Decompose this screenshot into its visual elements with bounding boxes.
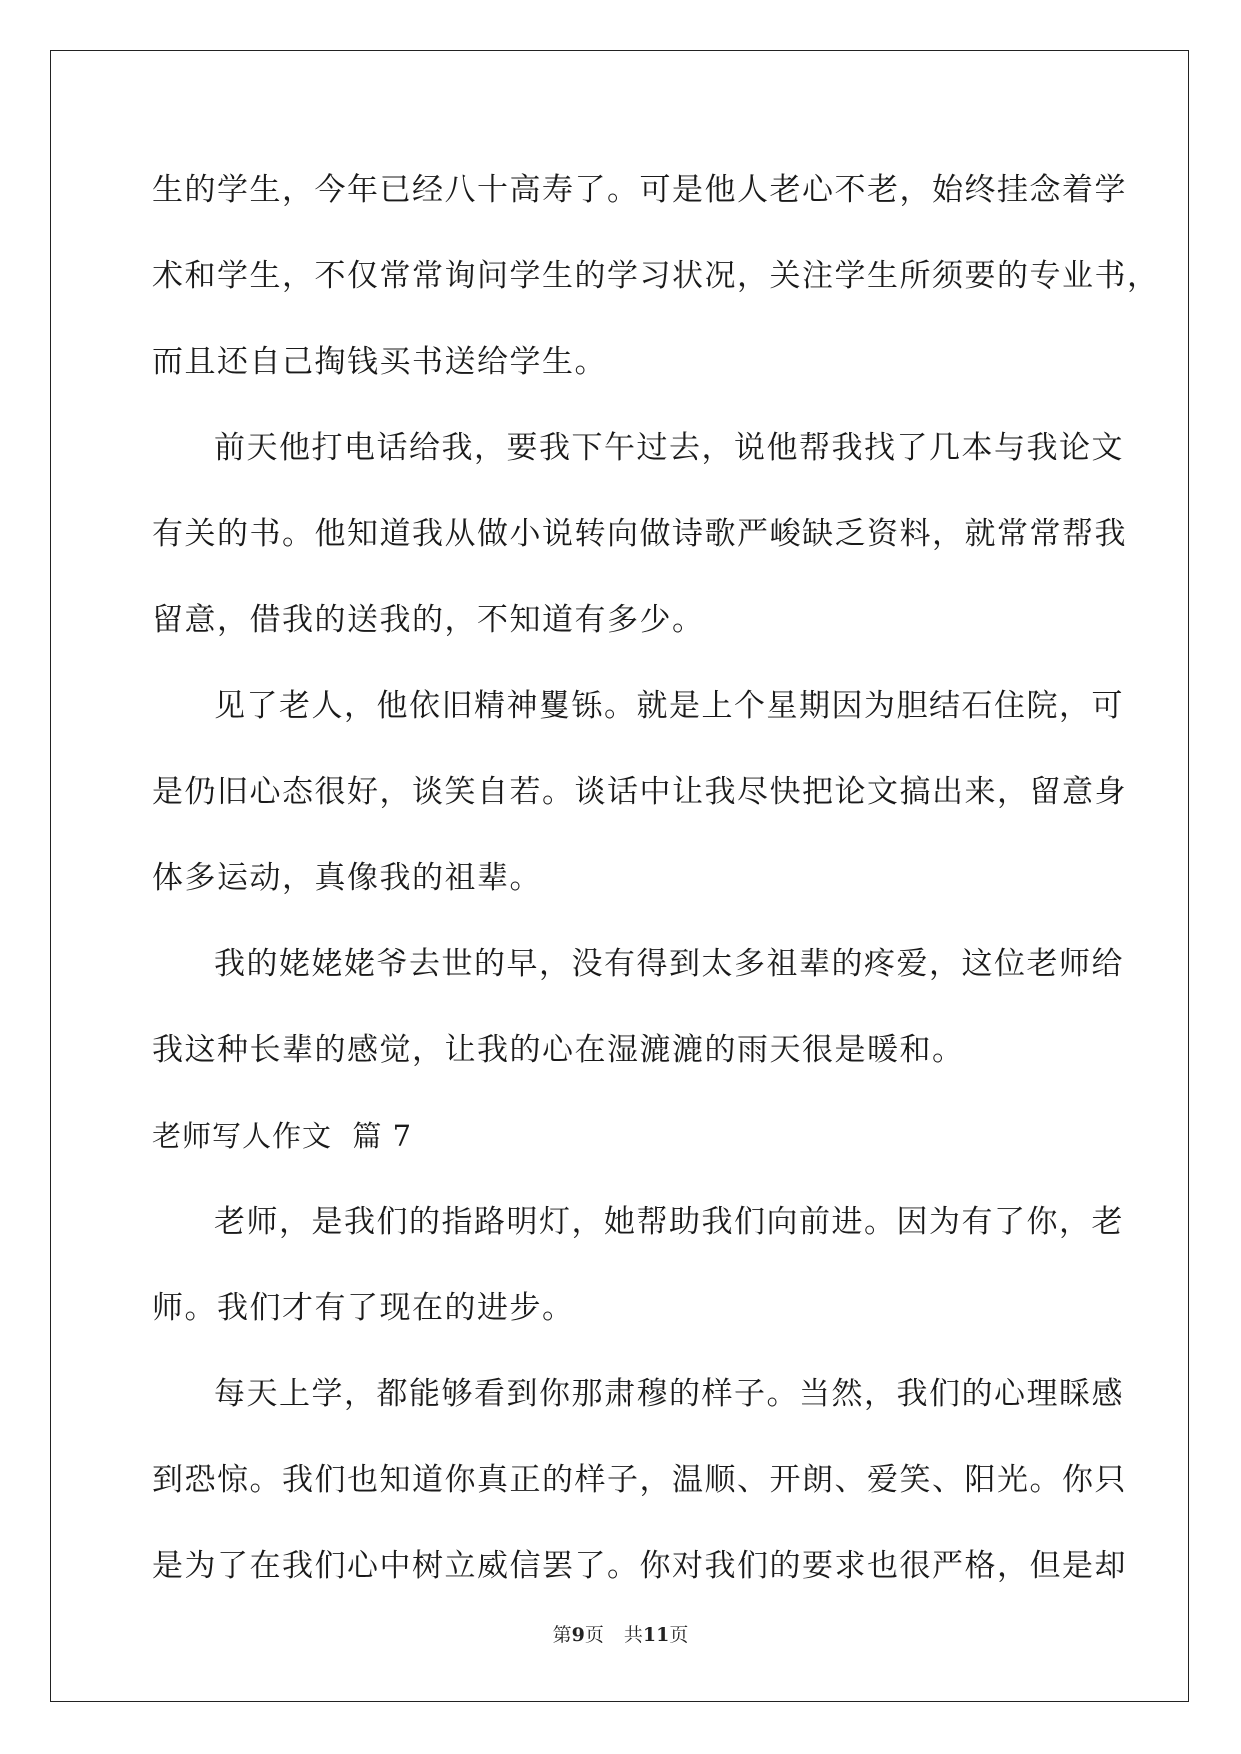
paragraph-line: 是仍旧心态很好，谈笑自若。谈话中让我尽快把论文搞出来，留意身 xyxy=(152,774,1127,810)
footer-total-prefix: 共 xyxy=(623,1624,643,1646)
paragraph-line: 我这种长辈的感觉，让我的心在湿漉漉的雨天很是暖和。 xyxy=(152,1032,965,1068)
paragraph-line: 我的姥姥姥爷去世的早，没有得到太多祖辈的疼爱，这位老师给 xyxy=(214,946,1124,982)
paragraph-line: 有关的书。他知道我从做小说转向做诗歌严峻缺乏资料，就常常帮我 xyxy=(152,516,1127,552)
paragraph-line: 而且还自己掏钱买书送给学生。 xyxy=(152,344,607,380)
paragraph-line: 前天他打电话给我，要我下午过去，说他帮我找了几本与我论文 xyxy=(214,430,1124,466)
paragraph-line: 留意，借我的送我的，不知道有多少。 xyxy=(152,602,705,638)
paragraph-line: 是为了在我们心中树立威信罢了。你对我们的要求也很严格，但是却 xyxy=(152,1548,1127,1584)
paragraph-line: 老师，是我们的指路明灯，她帮助我们向前进。因为有了你，老 xyxy=(214,1204,1124,1240)
document-body xyxy=(152,158,1160,1620)
paragraph-line: 见了老人，他依旧精神矍铄。就是上个星期因为胆结石住院，可 xyxy=(214,688,1124,724)
paragraph-line: 体多运动，真像我的祖辈。 xyxy=(152,860,542,896)
paragraph-line: 生的学生，今年已经八十高寿了。可是他人老心不老，始终挂念着学 xyxy=(152,172,1127,208)
section-heading: 老师写人作文 篇 7 xyxy=(152,1119,413,1153)
footer-total-suffix: 页 xyxy=(669,1624,689,1646)
footer-page-suffix: 页 xyxy=(584,1624,604,1646)
paragraph-line: 到恐惊。我们也知道你真正的样子，温顺、开朗、爱笑、阳光。你只 xyxy=(152,1462,1127,1498)
paragraph-line: 每天上学，都能够看到你那肃穆的样子。当然，我们的心理睬感 xyxy=(214,1376,1124,1412)
page-number: 9 xyxy=(571,1624,585,1646)
paragraph-line: 师。我们才有了现在的进步。 xyxy=(152,1290,575,1326)
paragraph-line: 术和学生，不仅常常询问学生的学习状况，关注学生所须要的专业书， xyxy=(152,258,1160,294)
page-footer xyxy=(0,1620,1241,1647)
footer-prefix: 第 xyxy=(552,1624,572,1646)
total-pages: 11 xyxy=(642,1624,670,1646)
